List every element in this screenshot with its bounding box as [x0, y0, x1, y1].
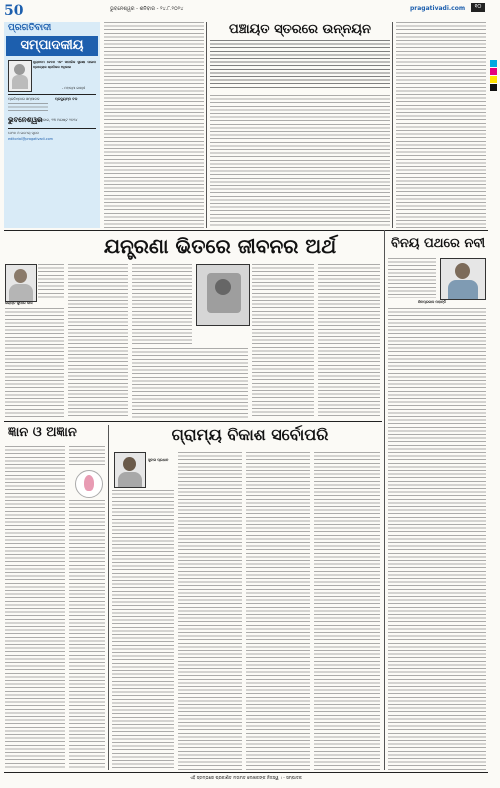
bottom-article-col-1: [112, 490, 174, 770]
right-article-author: ଶିବପ୍ରସାଦ ମହାନ୍ତି: [418, 300, 447, 304]
author-photo: [5, 264, 37, 302]
main-article-headline: ଯନ୍ତ୍ରଣା ଭିତରେ ଜୀବନର ଅର୍ଥ: [103, 234, 337, 258]
right-article-body: [388, 308, 486, 770]
main-article-col-4: [318, 264, 380, 418]
top-article-headline: ପଞ୍ଚାୟତ ସ୍ତରରେ ଉନ୍ନୟନ: [229, 22, 371, 37]
article-photo: [196, 264, 250, 326]
divider: [8, 128, 96, 129]
bottom-article-col-2: [178, 452, 242, 770]
section-rule: [4, 230, 488, 231]
date-label: ଶୁକ୍ରବାର, ୨୩ ଅଗଷ୍ଟ ୨୦୨୪: [35, 118, 78, 122]
column-divider: [392, 22, 393, 228]
top-article-body: [210, 95, 390, 228]
main-article-author: ଜୟନ୍ତ କୁମାର ଦାସ: [5, 301, 33, 305]
founder-name: ପ୍ରଦ୍ୟୁମ୍ନ ବଳ: [55, 97, 78, 101]
page-number: ୧୦: [471, 3, 485, 12]
divider: [8, 94, 96, 95]
footer-note: ଏହି ସ୍ତମ୍ଭରେ ପ୍ରକାଶିତ ମତାମତ ଲେଖକଙ୍କ ନିଜସ୍ୱ । - ସମ୍ପାଦକ: [189, 775, 302, 780]
black-registration-mark: [490, 84, 497, 91]
top-article-body-right: [396, 22, 486, 228]
paper-name: ପ୍ରଗତିବାଦୀ: [8, 23, 52, 33]
left-article-col-1: [5, 446, 65, 770]
right-author-bio: [388, 258, 436, 298]
anniversary-number: 50: [4, 3, 24, 19]
section-rule: [4, 421, 382, 422]
column-divider: [206, 22, 207, 228]
main-article-col-2b: [132, 348, 248, 418]
email-label: editorial@pragativadi.com: [8, 137, 53, 141]
main-article-col-2: [132, 264, 192, 344]
right-author-photo: [440, 258, 486, 300]
bottom-article-author: ସୁବାସ ପ୍ରଧାନ: [148, 458, 169, 462]
right-article-headline: ବିନୟ ପଥରେ ନବୀ: [390, 236, 486, 251]
bottom-article-col-3: [246, 452, 310, 770]
contact-line: ଫୋନ ଓ ଇମେଲ୍‌ ସୂଚନା: [8, 131, 39, 135]
issue-date-line: ଭୁବନେଶ୍ୱର - ଶନିବାର - ୨୪.୮.୨୦୨୪: [110, 6, 184, 12]
column-divider: [108, 425, 109, 770]
column-divider: [384, 230, 385, 770]
footer-rule: [4, 772, 488, 773]
left-article-col-2: [69, 500, 105, 770]
main-article-col-3: [252, 264, 314, 418]
bottom-article-headline: ଗ୍ରାମ୍ୟ ବିକାଶ ସର୍ବୋପରି: [171, 425, 329, 444]
city-label: ଭୁବନେଶ୍ୱର: [8, 116, 43, 124]
editorial-quote: ନ୍ୟୁନତମ ବେତନ ଏବଂ ସାମାଜିକ ସୁରକ୍ଷା ପାଇବା ପ୍ରତ୍ୟେକ ଶ୍ରମିକର ଅଧିକାର: [33, 60, 96, 69]
decorative-lines: [8, 103, 48, 111]
anniversary-logo: [4, 3, 26, 21]
bottom-article-col-4: [314, 452, 380, 770]
quote-author: - ମହାତ୍ମା ଗାନ୍ଧୀ: [62, 86, 86, 90]
section-title: ସମ୍ପାଦକୀୟ: [6, 36, 98, 56]
main-article-col-0: [5, 308, 64, 418]
magenta-registration-mark: [490, 68, 497, 75]
left-article-col-2a: [69, 446, 105, 466]
left-article-headline: ଜ୍ଞାନ ଓ ଅଜ୍ଞାନ: [8, 425, 77, 440]
cyan-registration-mark: [490, 60, 497, 67]
website-label: pragativadi.com: [410, 5, 466, 12]
gandhi-portrait: [8, 60, 32, 92]
bottom-author-photo: [114, 452, 146, 488]
editorial-body-col-1: [104, 22, 204, 228]
top-article-lead: [210, 40, 390, 90]
yellow-registration-mark: [490, 76, 497, 83]
author-bio: [38, 264, 64, 300]
founder-line: ପ୍ରତିଷ୍ଠାତା ସମ୍ପାଦକ: [8, 97, 40, 101]
lotus-logo: [75, 470, 103, 498]
main-article-col-1: [68, 264, 128, 418]
